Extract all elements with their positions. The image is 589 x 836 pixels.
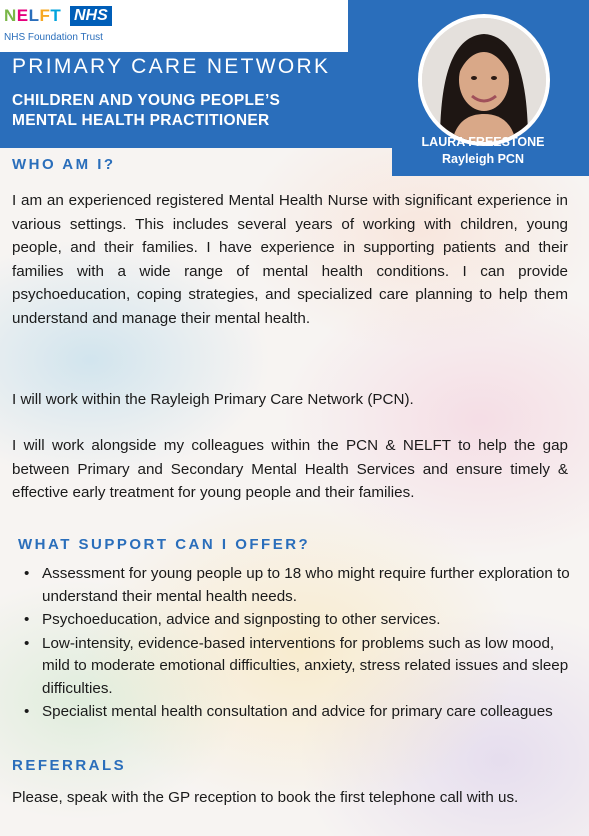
person-pcn: Rayleigh PCN: [442, 152, 524, 166]
list-item: • Specialist mental health consultation and advice for primary care colleagues: [22, 701, 570, 724]
who-paragraph-3: I will work alongside my colleagues within the PCN & NELFT to help the gap between Primary and Secondary Mental Health Services and ensure timely & effective early treatment for young people and their families.: [12, 437, 568, 501]
list-item: • Low-intensity, evidence-based interventions for problems such as low mood, mild to moderate emotional difficulties, anxiety, stress related issues and sleep difficulties.: [22, 633, 570, 701]
subtitle-line-2: MENTAL HEALTH PRACTITIONER: [12, 112, 270, 129]
who-paragraph-1: I am an experienced registered Mental Health Nurse with significant experience in various settings. This includes several years of working with children, young people, and their families. I have experience in supporting patients and their families with a wide range of mental health conditions. I can provide psychoeducation, coping strategies, and specialized care planning to help them understand and manage their mental health.: [12, 192, 568, 327]
list-item: • Psychoeducation, advice and signposting to other services.: [22, 609, 570, 632]
portrait-icon: [422, 18, 546, 142]
avatar-frame: [418, 14, 550, 146]
person-name: LAURA FREESTONE: [421, 135, 545, 149]
support-list: [22, 563, 570, 725]
nhs-logo: NHS: [70, 6, 112, 26]
section-heading-support: WHAT SUPPORT CAN I OFFER?: [18, 536, 311, 553]
subtitle-line-1: CHILDREN AND YOUNG PEOPLE’S: [12, 92, 281, 109]
list-item: • Assessment for young people up to 18 who might require further exploration to understand their mental health needs.: [22, 563, 570, 608]
section-heading-who: WHO AM I?: [12, 156, 116, 173]
page-subtitle: [12, 91, 392, 131]
page-title: PRIMARY CARE NETWORK: [12, 55, 331, 78]
nelft-logo: [4, 6, 61, 26]
avatar: [422, 18, 546, 142]
trust-name: NHS Foundation Trust: [4, 32, 103, 43]
nelft-letter-f: F: [39, 6, 51, 25]
nelft-letter-l: L: [28, 6, 40, 25]
who-paragraph-2: I will work within the Rayleigh Primary Care Network (PCN).: [12, 391, 414, 408]
section-heading-referrals: REFERRALS: [12, 757, 127, 774]
nelft-letter-e: E: [16, 6, 29, 25]
referrals-text: Please, speak with the GP reception to book the first telephone call with us.: [12, 789, 519, 806]
nelft-letter-t: T: [50, 6, 62, 25]
nelft-letter-n: N: [4, 6, 17, 25]
logo-area: [0, 0, 348, 52]
